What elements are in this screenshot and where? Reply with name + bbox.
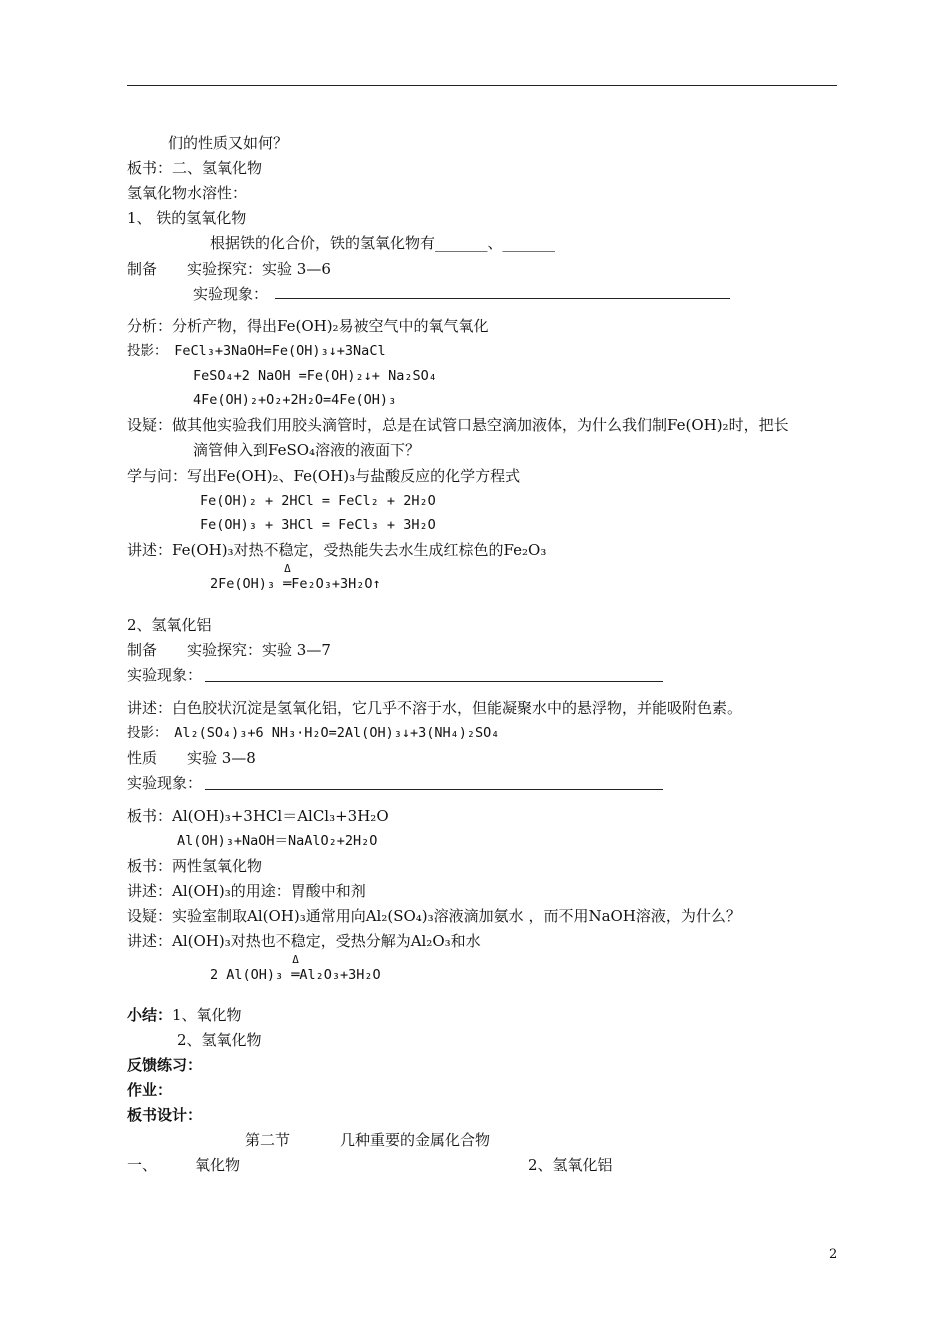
summary-line <box>127 1005 242 1025</box>
design-item: 2、氢氧化铝 <box>528 1156 613 1174</box>
text-line: 讲述：白色胶状沉淀是氢氧化铝，它几乎不溶于水，但能凝聚水中的悬浮物，并能吸附色素。 <box>127 699 743 717</box>
text-line: 板书：Al(OH)₃+3HCl＝AlCl₃+3H₂O <box>127 807 389 825</box>
text-line: 讲述：Fe(OH)₃对热不稳定，受热能失去水生成红棕色的Fe₂O₃ <box>127 541 547 559</box>
observation-label: 实验现象： <box>127 774 203 792</box>
answer-blank <box>205 681 663 682</box>
text-line: 板书：两性氢氧化物 <box>127 857 263 875</box>
text-line: 设疑：实验室制取Al(OH)₃通常用向Al₂(SO₄)₃溶液滴加氨水 ，而不用NaOH溶液，为什么？ <box>127 907 741 925</box>
text-line: 性质 实验 3—8 <box>127 749 256 767</box>
design-item: 氧化物 <box>195 1156 241 1174</box>
equation: 4Fe(OH)₂+O₂+2H₂O=4Fe(OH)₃ <box>193 392 397 408</box>
equation: Al(OH)₃+NaOH＝NaAlO₂+2H₂O <box>177 833 378 849</box>
equation-right: ═Fe₂O₃+3H₂O↑ <box>283 576 381 592</box>
text-line: 讲述：Al(OH)₃的用途：胃酸中和剂 <box>127 882 366 900</box>
observation-label: 实验现象： <box>193 285 269 303</box>
text-line: 制备 实验探究：实验 3—7 <box>127 641 331 659</box>
delta-symbol: Δ <box>292 953 299 966</box>
design-item-number: 一、 <box>127 1156 158 1174</box>
text-line: 们的性质又如何？ <box>168 134 289 152</box>
delta-symbol: Δ <box>284 562 291 575</box>
heat-condition <box>283 562 381 594</box>
page-number: 2 <box>829 1247 838 1262</box>
text-line: 根据铁的化合价，铁的氢氧化物有_______、_______ <box>210 234 556 252</box>
equation: Fe(OH)₂ + 2HCl = FeCl₂ + 2H₂O <box>200 493 436 509</box>
equation <box>210 562 381 594</box>
text-line: 讲述：Al(OH)₃对热也不稳定，受热分解为Al₂O₃和水 <box>127 932 481 950</box>
text-line: 滴管伸入到FeSO₄溶液的液面下？ <box>193 441 421 459</box>
summary-item: 2、氢氧化物 <box>177 1031 262 1049</box>
equation-left: 2Fe(OH)₃ <box>210 576 284 592</box>
text-line: 分析：分析产物，得出Fe(OH)₂易被空气中的氧气氧化 <box>127 317 489 335</box>
summary-label: 小结： <box>127 1006 173 1024</box>
section-label: 作业： <box>127 1081 173 1099</box>
equation: FeSO₄+2 NaOH =Fe(OH)₂↓+ Na₂SO₄ <box>193 368 437 384</box>
answer-blank <box>205 789 663 790</box>
text-line: 板书：二、氢氧化物 <box>127 159 263 177</box>
answer-blank <box>275 298 730 299</box>
equation <box>210 953 381 985</box>
equation-right: ═Al₂O₃+3H₂O <box>291 967 381 983</box>
text-line: 氢氧化物水溶性： <box>127 184 248 202</box>
text-line: 制备 实验探究：实验 3—6 <box>127 260 331 278</box>
summary-item: 1、氧化物 <box>172 1006 242 1024</box>
section-label: 板书设计： <box>127 1106 203 1124</box>
text-line: 设疑：做其他实验我们用胶头滴管时，总是在试管口悬空滴加液体，为什么我们制Fe(OH)₂时，把长 <box>127 416 789 434</box>
design-title-prefix: 第二节 <box>245 1131 291 1149</box>
heat-condition <box>291 953 381 985</box>
observation-label: 实验现象： <box>127 666 203 684</box>
section-label: 反馈练习： <box>127 1056 203 1074</box>
design-title: 几种重要的金属化合物 <box>340 1131 491 1149</box>
text-line: 学与问：写出Fe(OH)₂、Fe(OH)₃与盐酸反应的化学方程式 <box>127 467 521 485</box>
equation: 投影： Al₂(SO₄)₃+6 NH₃·H₂O=2Al(OH)₃↓+3(NH₄)₂SO₄ <box>127 725 500 741</box>
equation-left: 2 Al(OH)₃ <box>210 967 292 983</box>
header-rule <box>127 85 837 86</box>
equation: 投影： FeCl₃+3NaOH=Fe(OH)₃↓+3NaCl <box>127 343 386 359</box>
equation: Fe(OH)₃ + 3HCl = FeCl₃ + 3H₂O <box>200 517 436 533</box>
section-heading: 2、氢氧化铝 <box>127 616 212 634</box>
section-heading: 1、 铁的氢氧化物 <box>127 209 247 227</box>
